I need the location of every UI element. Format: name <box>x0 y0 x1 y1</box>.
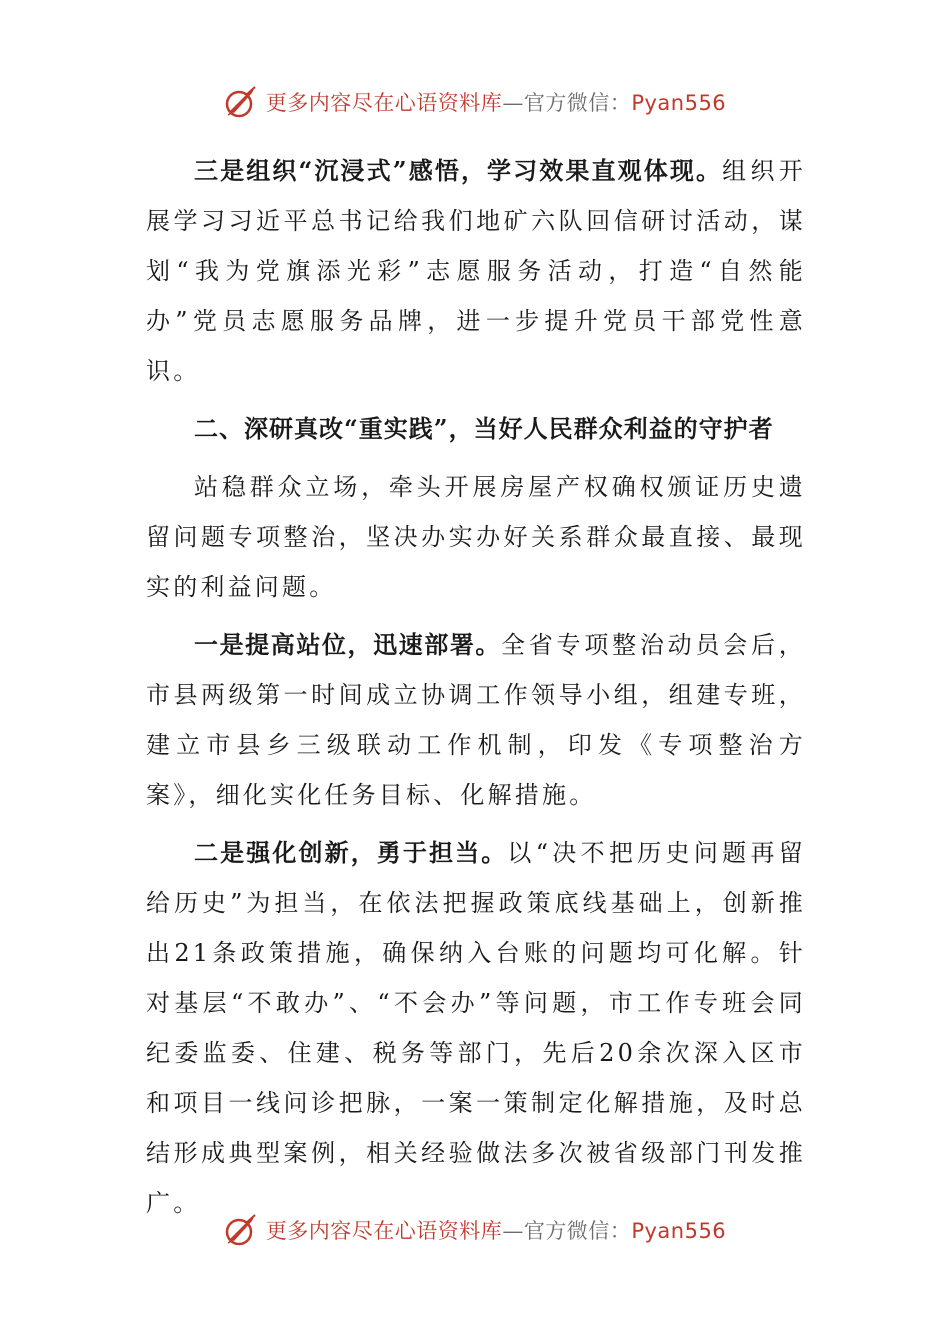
paragraph-intro <box>146 462 806 612</box>
promo-text: 更多内容尽在心语资料库 <box>265 1219 503 1243</box>
contact-label: 官方微信： <box>523 91 632 115</box>
paragraph-lead: 二是强化创新，勇于担当。 <box>194 838 508 867</box>
document-body <box>146 146 806 1236</box>
paragraph-innovate <box>146 828 806 1228</box>
paragraph-body: 组织开展学习习近平总书记给我们地矿六队回信研讨活动，谋划“我为党旗添光彩”志愿服务活动，打造“自然能办”党员志愿服务品牌，进一步提升党员干部党性意识。 <box>146 157 806 385</box>
separator: — <box>502 91 524 115</box>
section-heading: 二、深研真改“重实践”，当好人民群众利益的守护者 <box>194 414 774 443</box>
contact-label: 官方微信： <box>523 1219 632 1243</box>
paragraph-deploy <box>146 620 806 820</box>
paragraph-body: 以“决不把历史问题再留给历史”为担当，在依法把握政策底线基础上，创新推出21条政策措施，确保纳入台账的问题均可化解。针对基层“不敢办”、“不会办”等问题，市工作专班会同纪委监委、住建、税务等部门，先后20余次深入区市和项目一线问诊把脉，一案一策制定化解措施，及时总结形成典型案例，相关经验做法多次被省级部门刊发推广。 <box>146 839 807 1217</box>
header-banner <box>0 82 950 122</box>
paragraph-lead: 三是组织“沉浸式”感悟，学习效果直观体现。 <box>194 156 723 185</box>
promo-text: 更多内容尽在心语资料库 <box>265 91 503 115</box>
footer-banner <box>0 1210 950 1250</box>
quill-logo-icon <box>224 1213 258 1247</box>
paragraph-body: 全省专项整治动员会后，市县两级第一时间成立协调工作领导小组，组建专班，建立市县乡三级联动工作机制，印发《专项整治方案》，细化实化任务目标、化解措施。 <box>146 631 807 809</box>
paragraph-lead: 一是提高站位，迅速部署。 <box>194 630 501 659</box>
contact-id: Pyan556 <box>631 1219 727 1243</box>
paragraph-body: 站稳群众立场，牵头开展房屋产权确权颁证历史遗留问题专项整治，坚决办实办好关系群众最直接、最现实的利益问题。 <box>146 473 806 601</box>
paragraph-immersive <box>146 146 806 396</box>
contact-id: Pyan556 <box>631 91 727 115</box>
quill-logo-icon <box>224 85 258 119</box>
separator: — <box>502 1219 524 1243</box>
